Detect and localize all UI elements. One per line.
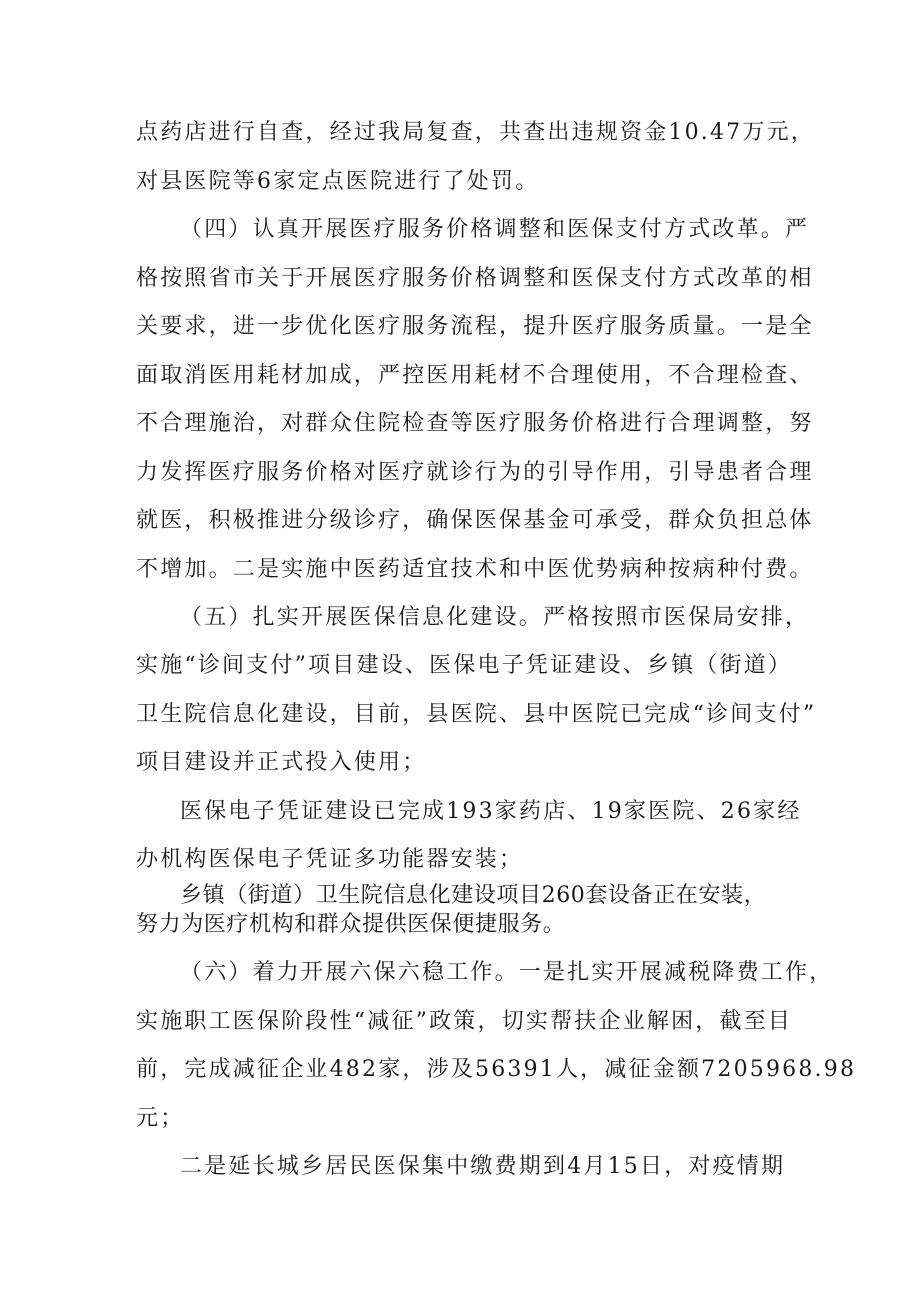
text-line: 面取消医用耗材加成，严控医用耗材不合理使用，不合理检查、	[136, 363, 814, 388]
text-line: 实施“诊间支付”项目建设、医保电子凭证建设、乡镇（街道）	[136, 653, 793, 678]
text-line: 努力为医疗机构和群众提供医保便捷服务。	[136, 912, 566, 937]
text-line: 点药店进行自查，经过我局复查，共查出违规资金10.47万元，	[136, 120, 815, 145]
paragraph-heading-four: （四）认真开展医疗服务价格调整和医保支付方式改革。严	[180, 217, 810, 242]
paragraph-heading-six: （六）着力开展六保六稳工作。一是扎实开展减税降费工作，	[180, 960, 834, 985]
text-line: 乡镇（街道）卫生院信息化建设项目260套设备正在安装，	[180, 883, 767, 908]
text-line: 元；	[136, 1106, 185, 1131]
text-line: 格按照省市关于开展医疗服务价格调整和医保支付方式改革的相	[136, 266, 814, 291]
text-line: 力发挥医疗服务价格对医疗就诊行为的引导作用，引导患者合理	[136, 460, 814, 485]
text-line: 不增加。二是实施中医药适宜技术和中医优势病种按病种付费。	[136, 557, 814, 582]
text-line: 对县医院等6家定点医院进行了处罚。	[136, 169, 540, 194]
paragraph-heading-five: （五）扎实开展医保信息化建设。严格按照市医保局安排，	[180, 605, 810, 630]
text-line: 办机构医保电子凭证多功能器安装；	[136, 847, 524, 872]
text-line: 就医，积极推进分级诊疗，确保医保基金可承受，群众负担总体	[136, 508, 814, 533]
text-line: 二是延长城乡居民医保集中缴费期到4月15日，对疫情期	[180, 1154, 786, 1179]
text-line: 实施职工医保阶段性“减征”政策，切实帮扶企业解困，截至目	[136, 1009, 793, 1034]
text-line: 不合理施治，对群众住院检查等医疗服务价格进行合理调整，努	[136, 411, 814, 436]
text-line: 医保电子凭证建设已完成193家药店、19家医院、26家经	[180, 799, 802, 824]
text-line: 前，完成减征企业482家，涉及56391人，减征金额7205968.98	[136, 1057, 857, 1082]
text-line: 卫生院信息化建设，目前，县医院、县中医院已完成“诊间支付”	[136, 702, 817, 727]
text-line: 项目建设并正式投入使用；	[136, 750, 427, 775]
text-line: 关要求，进一步优化医疗服务流程，提升医疗服务质量。一是全	[136, 314, 814, 339]
